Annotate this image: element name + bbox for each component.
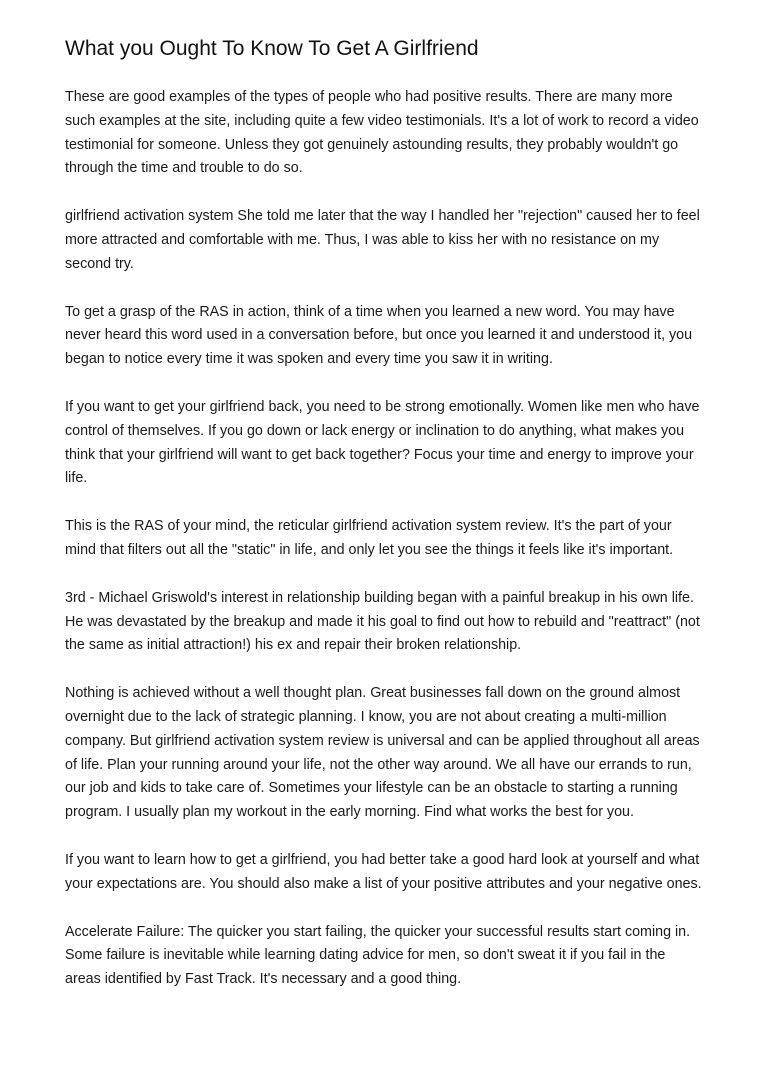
paragraph: Accelerate Failure: The quicker you start failing, the quicker your successful results start coming in. Some failure is inevitable while learning dating advice for men, so don't sweat it if you fail in the areas identified by Fast Track. It's necessary and a good thing.: [65, 923, 691, 988]
paragraph: This is the RAS of your mind, the reticular girlfriend activation system review. It's the part of your mind that filters out all the "static" in life, and only let you see the things it feels like it's important.: [65, 518, 674, 558]
document-page: [65, 34, 705, 1016]
document-body: [65, 86, 705, 992]
paragraph: To get a grasp of the RAS in action, think of a time when you learned a new word. You may have never heard this word used in a conversation before, but once you learned it and understood it, you began to notice every time it was spoken and every time you saw it in writing.: [65, 303, 693, 368]
paragraph: 3rd - Michael Griswold's interest in relationship building began with a painful breakup in his own life. He was devastated by the breakup and made it his goal to find out how to rebuild and "reattract" (not the same as initial attraction!) his ex and repair their broken relationship.: [65, 589, 700, 654]
paragraph: girlfriend activation system She told me later that the way I handled her "rejection" caused her to feel more attracted and comfortable with me. Thus, I was able to kiss her with no resistance on my second try.: [65, 208, 700, 272]
paragraph: If you want to learn how to get a girlfriend, you had better take a good hard look at yourself and what your expectations are. You should also make a list of your positive attributes and your negative ones.: [65, 851, 702, 892]
paragraph: If you want to get your girlfriend back, you need to be strong emotionally. Women like men who have control of themselves. If you go down or lack energy or inclination to do anything, what makes you think that your girlfriend will want to get back together? Focus your time and energy to improve your life.: [65, 398, 700, 487]
paragraph: Nothing is achieved without a well thought plan. Great businesses fall down on the ground almost overnight due to the lack of strategic planning. I know, you are not about creating a multi-million company. But girlfriend activation system review is universal and can be applied throughout all areas of life. Plan your running around your life, not the other way around. We all have our errands to run, our job and kids to take care of. Sometimes your lifestyle can be an obstacle to starting a running program. I usually plan my workout in the early morning. Find what works the best for you.: [65, 685, 700, 821]
paragraph: These are good examples of the types of people who had positive results. There are many more such examples at the site, including quite a few video testimonials. It's a lot of work to record a video testimonial for someone. Unless they got genuinely astounding results, they probably wouldn't go through the time and trouble to do so.: [65, 89, 699, 177]
document-title: What you Ought To Know To Get A Girlfriend: [65, 37, 479, 60]
